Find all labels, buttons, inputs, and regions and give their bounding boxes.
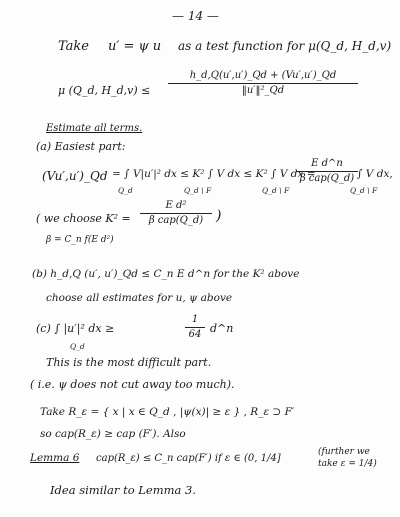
fraction-1-64 — [185, 314, 205, 341]
fraction-bar — [140, 213, 212, 214]
line-take-r: Take R_ε = { x | x ∈ Q_d , |ψ(x)| ≥ ε } , R_ε ⊃ F′ — [40, 406, 295, 418]
line-difficult: This is the most difficult part. — [46, 356, 212, 369]
fraction-k2 — [140, 200, 212, 227]
sub-qdf-3: Q_d \ F — [350, 186, 378, 195]
sub-qdf-2: Q_d \ F — [262, 186, 290, 195]
line-mu-ineq: μ (Q_d, H_d,v) ≤ — [58, 84, 151, 97]
line-take: Take — [58, 39, 89, 54]
line-v-integral-end: ∫ V dx, — [357, 168, 393, 180]
line-c-dn: d^n — [210, 322, 234, 335]
line-lemma-6: cap(R_ε) ≤ C_n cap(F′) if ε ∈ (0, 1/4] — [96, 453, 281, 464]
sub-qd-1: Q_d — [118, 186, 133, 195]
line-ie: ( i.e. ψ does not cut away too much). — [30, 378, 235, 391]
line-test-function-def: u′ = ψ u — [108, 39, 162, 54]
line-choose-k: ( we choose K² = — [36, 212, 131, 225]
paren-close: ) — [216, 208, 222, 224]
sub-qdf-1: Q_d \ F — [184, 186, 212, 195]
frac-edn-num: E d^n — [311, 158, 343, 169]
line-idea: Idea similar to Lemma 3. — [50, 483, 197, 497]
line-b: (b) h_d,Q (u′, u′)_Qd ≤ C_n E d^n for the K² above — [32, 268, 300, 280]
line-v-chain: = ∫ V|u′|² dx ≤ K² ∫ V dx ≤ K² ∫ V dx = — [112, 168, 316, 180]
fraction-bar — [168, 83, 358, 84]
fraction-edn — [296, 158, 358, 185]
line-choose-estimates: choose all estimates for u, ψ above — [46, 292, 233, 304]
line-c: (c) ∫ |u′|² dx ≥ — [36, 322, 115, 335]
frac-k2-den: β cap(Q_d) — [148, 215, 204, 226]
line-beta-def: β = C_n f(E d²) — [46, 235, 114, 245]
lemma-6-label: Lemma 6 — [30, 452, 80, 464]
page-number: — 14 — — [172, 9, 219, 23]
frac-1-64-num: 1 — [191, 314, 199, 325]
rayleigh-denominator: ‖u′‖²_Qd — [241, 85, 285, 96]
line-a-easiest: (a) Easiest part: — [36, 140, 126, 153]
frac-k2-num: E d² — [165, 200, 187, 211]
line-take-eps: take ε = 1/4) — [318, 459, 377, 469]
sub-qd-c: Q_d — [70, 342, 85, 351]
line-test-function-text: as a test function for μ(Q_d, H_d,v) — [178, 39, 392, 53]
rayleigh-numerator: h_d,Q(u′,u′)_Qd + (Vu′,u′)_Qd — [189, 70, 337, 81]
line-so-cap: so cap(R_ε) ≥ cap (F′). Also — [40, 428, 186, 440]
line-further-we: (further we — [318, 447, 370, 457]
fraction-bar — [296, 171, 358, 172]
heading-estimate: Estimate all terms. — [46, 123, 143, 134]
frac-edn-den: β cap(Q_d) — [299, 173, 355, 184]
rayleigh-quotient — [168, 70, 358, 97]
line-vu-term: (Vu′,u′)_Qd — [42, 169, 108, 183]
frac-1-64-den: 64 — [188, 329, 202, 340]
fraction-bar — [185, 327, 205, 328]
